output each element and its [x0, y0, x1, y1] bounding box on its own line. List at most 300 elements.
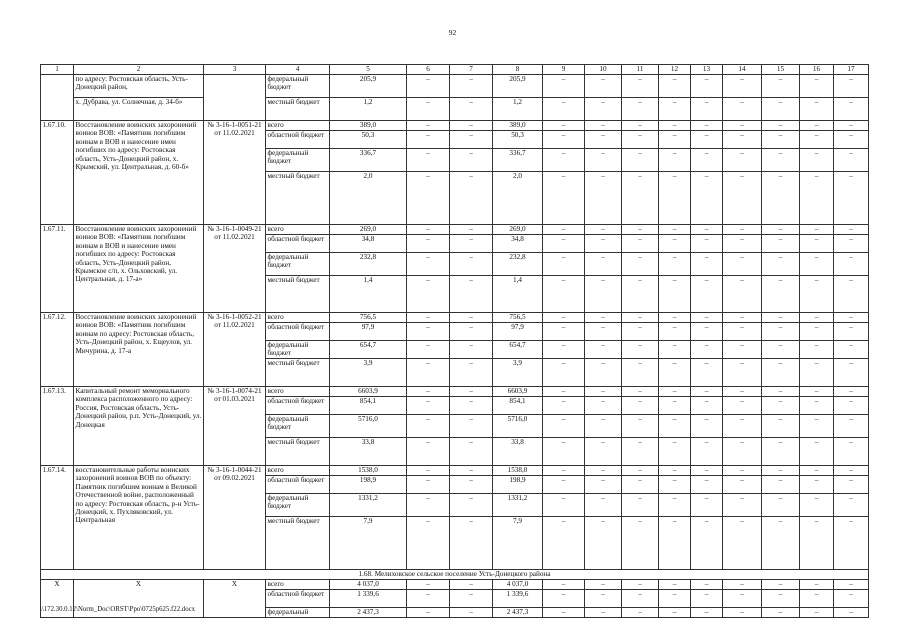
funding-source: местный бюджет: [266, 172, 330, 225]
item-title: X: [74, 580, 204, 618]
empty-value-dash: –: [659, 98, 691, 121]
empty-value-dash: –: [585, 608, 622, 618]
empty-value-dash: –: [723, 313, 762, 323]
empty-value-dash: –: [622, 121, 659, 131]
empty-value-dash: –: [450, 608, 493, 618]
empty-value-dash: –: [585, 235, 622, 253]
empty-value-dash: –: [800, 466, 834, 476]
empty-value-dash: –: [450, 341, 493, 359]
empty-value-dash: –: [691, 172, 723, 225]
empty-value-dash: –: [659, 397, 691, 415]
empty-value-dash: –: [543, 517, 585, 570]
funding-source: всего: [266, 387, 330, 397]
empty-value-dash: –: [407, 517, 450, 570]
empty-value-dash: –: [450, 494, 493, 517]
empty-value-dash: –: [800, 387, 834, 397]
column-number: 12: [659, 65, 691, 75]
empty-value-dash: –: [450, 590, 493, 608]
empty-value-dash: –: [800, 75, 834, 98]
empty-value-dash: –: [622, 323, 659, 341]
empty-value-dash: –: [543, 313, 585, 323]
empty-value-dash: –: [543, 494, 585, 517]
amount-total: 1 339,6: [330, 590, 407, 608]
empty-value-dash: –: [723, 580, 762, 590]
empty-value-dash: –: [450, 466, 493, 476]
empty-value-dash: –: [762, 397, 800, 415]
empty-value-dash: –: [622, 75, 659, 98]
table-row: [41, 387, 869, 397]
column-number-row: [41, 65, 869, 75]
empty-value-dash: –: [450, 225, 493, 235]
empty-value-dash: –: [834, 121, 869, 131]
empty-value-dash: –: [762, 387, 800, 397]
empty-value-dash: –: [450, 415, 493, 438]
amount-total: 2 437,3: [330, 608, 407, 618]
empty-value-dash: –: [659, 121, 691, 131]
empty-value-dash: –: [659, 580, 691, 590]
empty-value-dash: –: [691, 517, 723, 570]
empty-value-dash: –: [800, 359, 834, 387]
column-number: 3: [204, 65, 266, 75]
empty-value-dash: –: [585, 253, 622, 276]
empty-value-dash: –: [407, 466, 450, 476]
empty-value-dash: –: [407, 149, 450, 172]
empty-value-dash: –: [450, 438, 493, 466]
empty-value-dash: –: [800, 276, 834, 313]
table-row: [41, 75, 869, 98]
empty-value-dash: –: [762, 580, 800, 590]
amount-total: 854,1: [330, 397, 407, 415]
empty-value-dash: –: [659, 253, 691, 276]
empty-value-dash: –: [622, 476, 659, 494]
empty-value-dash: –: [723, 98, 762, 121]
empty-value-dash: –: [691, 494, 723, 517]
empty-value-dash: –: [543, 121, 585, 131]
column-number: 17: [834, 65, 869, 75]
empty-value-dash: –: [800, 590, 834, 608]
empty-value-dash: –: [585, 438, 622, 466]
doc-reference: № 3-16-1-0051-21 от 11.02.2021: [204, 121, 266, 225]
empty-value-dash: –: [407, 253, 450, 276]
funding-source: местный бюджет: [266, 517, 330, 570]
empty-value-dash: –: [723, 517, 762, 570]
empty-value-dash: –: [543, 608, 585, 618]
table-row: [41, 313, 869, 323]
item-number: 1.67.11.: [41, 225, 74, 313]
column-number: 7: [450, 65, 493, 75]
amount-total: 205,9: [330, 75, 407, 98]
empty-value-dash: –: [691, 359, 723, 387]
empty-value-dash: –: [762, 359, 800, 387]
empty-value-dash: –: [691, 235, 723, 253]
amount-year: 205,9: [493, 75, 543, 98]
empty-value-dash: –: [723, 494, 762, 517]
doc-reference: X: [204, 580, 266, 618]
budget-table: [40, 64, 869, 618]
empty-value-dash: –: [834, 75, 869, 98]
empty-value-dash: –: [450, 75, 493, 98]
amount-total: 389,0: [330, 121, 407, 131]
amount-year: 654,7: [493, 341, 543, 359]
empty-value-dash: –: [407, 172, 450, 225]
empty-value-dash: –: [622, 276, 659, 313]
empty-value-dash: –: [762, 476, 800, 494]
empty-value-dash: –: [723, 415, 762, 438]
item-title: Восстановление воинских захоронений воинов ВОВ: «Памятник погибшим воинам по адресу: Ростовская область, Усть-Донецкий район, х. Ещеулов, ул. Мичурина, д. 17-а: [74, 313, 204, 387]
empty-value-dash: –: [834, 323, 869, 341]
empty-value-dash: –: [800, 517, 834, 570]
empty-value-dash: –: [723, 75, 762, 98]
amount-year: 854,1: [493, 397, 543, 415]
empty-value-dash: –: [543, 98, 585, 121]
funding-source: местный бюджет: [266, 98, 330, 121]
empty-value-dash: –: [659, 235, 691, 253]
empty-value-dash: –: [691, 438, 723, 466]
item-title: Восстановление воинских захоронений воинов ВОВ: «Памятник погибшим воинам в ВОВ и нанесение имен погибших по адресу: Ростовская область, Усть-Донецкий район, х. Крымский, ул. Центральная, д. 60-б»: [74, 121, 204, 225]
amount-total: 198,9: [330, 476, 407, 494]
amount-year: 50,3: [493, 131, 543, 149]
empty-value-dash: –: [691, 415, 723, 438]
empty-value-dash: –: [691, 341, 723, 359]
funding-source: областной бюджет: [266, 397, 330, 415]
empty-value-dash: –: [450, 359, 493, 387]
item-title: восстановительные работы воинских захоронений воинов ВОВ по объекту: Памятник погибшим воинам в Великой Отечественной войне, расположенный по адресу: Ростовская область, р-н Усть-Донецкий, х. Пухляковский, ул. Центральная: [74, 466, 204, 570]
empty-value-dash: –: [407, 276, 450, 313]
amount-total: 33,8: [330, 438, 407, 466]
empty-value-dash: –: [723, 253, 762, 276]
empty-value-dash: –: [622, 466, 659, 476]
empty-value-dash: –: [691, 476, 723, 494]
empty-value-dash: –: [723, 590, 762, 608]
funding-source: федеральный бюджет: [266, 341, 330, 359]
empty-value-dash: –: [691, 580, 723, 590]
empty-value-dash: –: [691, 225, 723, 235]
empty-value-dash: –: [585, 397, 622, 415]
empty-value-dash: –: [450, 121, 493, 131]
empty-value-dash: –: [407, 341, 450, 359]
empty-value-dash: –: [723, 276, 762, 313]
empty-value-dash: –: [407, 313, 450, 323]
empty-value-dash: –: [585, 359, 622, 387]
empty-value-dash: –: [407, 494, 450, 517]
empty-value-dash: –: [450, 253, 493, 276]
empty-value-dash: –: [543, 387, 585, 397]
empty-value-dash: –: [762, 98, 800, 121]
column-number: 1: [41, 65, 74, 75]
amount-year: 1331,2: [493, 494, 543, 517]
funding-source: федеральный бюджет: [266, 415, 330, 438]
empty-value-dash: –: [407, 476, 450, 494]
empty-value-dash: –: [407, 75, 450, 98]
empty-value-dash: –: [622, 517, 659, 570]
empty-value-dash: –: [543, 235, 585, 253]
empty-value-dash: –: [543, 131, 585, 149]
empty-value-dash: –: [450, 313, 493, 323]
amount-year: 97,9: [493, 323, 543, 341]
empty-value-dash: –: [834, 466, 869, 476]
empty-value-dash: –: [407, 225, 450, 235]
empty-value-dash: –: [585, 580, 622, 590]
empty-value-dash: –: [723, 121, 762, 131]
empty-value-dash: –: [834, 580, 869, 590]
empty-value-dash: –: [585, 172, 622, 225]
funding-source: всего: [266, 121, 330, 131]
empty-value-dash: –: [762, 608, 800, 618]
empty-value-dash: –: [762, 253, 800, 276]
item-number: 1.67.12.: [41, 313, 74, 387]
empty-value-dash: –: [723, 397, 762, 415]
empty-value-dash: –: [762, 131, 800, 149]
funding-source: всего: [266, 580, 330, 590]
funding-source: местный бюджет: [266, 359, 330, 387]
empty-value-dash: –: [659, 323, 691, 341]
empty-value-dash: –: [723, 235, 762, 253]
table-row: [41, 98, 869, 121]
empty-value-dash: –: [622, 131, 659, 149]
empty-value-dash: –: [450, 580, 493, 590]
empty-value-dash: –: [691, 397, 723, 415]
amount-total: 4 037,0: [330, 580, 407, 590]
empty-value-dash: –: [543, 590, 585, 608]
column-number: 4: [266, 65, 330, 75]
item-title: по адресу: Ростовская область, Усть-Донецкий район,: [74, 75, 204, 98]
funding-source: областной бюджет: [266, 323, 330, 341]
empty-value-dash: –: [691, 313, 723, 323]
empty-value-dash: –: [659, 341, 691, 359]
column-number: 11: [622, 65, 659, 75]
amount-total: 1538,0: [330, 466, 407, 476]
empty-value-dash: –: [543, 438, 585, 466]
empty-value-dash: –: [622, 387, 659, 397]
amount-year: 1 339,6: [493, 590, 543, 608]
empty-value-dash: –: [691, 387, 723, 397]
empty-value-dash: –: [659, 225, 691, 235]
amount-total: 269,0: [330, 225, 407, 235]
amount-year: 34,8: [493, 235, 543, 253]
empty-value-dash: –: [800, 235, 834, 253]
empty-value-dash: –: [659, 276, 691, 313]
table-row: [41, 580, 869, 590]
amount-total: 654,7: [330, 341, 407, 359]
empty-value-dash: –: [659, 466, 691, 476]
amount-year: 5716,0: [493, 415, 543, 438]
empty-value-dash: –: [622, 580, 659, 590]
empty-value-dash: –: [450, 172, 493, 225]
empty-value-dash: –: [723, 387, 762, 397]
empty-value-dash: –: [407, 608, 450, 618]
section-title: 1.68. Мелиховское сельское поселение Усть-Донецкого района: [41, 570, 869, 580]
empty-value-dash: –: [543, 415, 585, 438]
empty-value-dash: –: [834, 608, 869, 618]
item-number: 1.67.13.: [41, 387, 74, 466]
amount-total: 2,0: [330, 172, 407, 225]
column-number: 8: [493, 65, 543, 75]
funding-source: областной бюджет: [266, 476, 330, 494]
amount-total: 3,9: [330, 359, 407, 387]
empty-value-dash: –: [543, 476, 585, 494]
empty-value-dash: –: [723, 131, 762, 149]
empty-value-dash: –: [407, 121, 450, 131]
empty-value-dash: –: [659, 438, 691, 466]
amount-total: 336,7: [330, 149, 407, 172]
amount-year: 2,0: [493, 172, 543, 225]
funding-source: федеральный бюджет: [266, 253, 330, 276]
empty-value-dash: –: [585, 121, 622, 131]
empty-value-dash: –: [585, 466, 622, 476]
empty-value-dash: –: [691, 149, 723, 172]
empty-value-dash: –: [585, 590, 622, 608]
funding-source: всего: [266, 466, 330, 476]
empty-value-dash: –: [543, 466, 585, 476]
empty-value-dash: –: [691, 466, 723, 476]
empty-value-dash: –: [407, 235, 450, 253]
amount-year: 1,2: [493, 98, 543, 121]
doc-reference: [204, 75, 266, 121]
item-title: Капитальный ремонт мемориального комплекса расположенного по адресу: Россия, Ростовская область, Усть-Донецкий район, р.п. Усть-Донецкий, ул. Донецкая: [74, 387, 204, 466]
item-number: 1.67.10.: [41, 121, 74, 225]
empty-value-dash: –: [723, 225, 762, 235]
empty-value-dash: –: [723, 476, 762, 494]
funding-source: федеральный бюджет: [266, 149, 330, 172]
amount-year: 198,9: [493, 476, 543, 494]
empty-value-dash: –: [723, 438, 762, 466]
empty-value-dash: –: [450, 149, 493, 172]
empty-value-dash: –: [659, 387, 691, 397]
empty-value-dash: –: [691, 253, 723, 276]
empty-value-dash: –: [543, 149, 585, 172]
amount-year: 269,0: [493, 225, 543, 235]
amount-total: 34,8: [330, 235, 407, 253]
empty-value-dash: –: [834, 476, 869, 494]
empty-value-dash: –: [800, 608, 834, 618]
empty-value-dash: –: [585, 276, 622, 313]
amount-year: 33,8: [493, 438, 543, 466]
empty-value-dash: –: [834, 517, 869, 570]
empty-value-dash: –: [723, 359, 762, 387]
empty-value-dash: –: [762, 438, 800, 466]
doc-reference: № 3-16-1-0074-21 от 01.03.2021: [204, 387, 266, 466]
empty-value-dash: –: [800, 313, 834, 323]
empty-value-dash: –: [691, 590, 723, 608]
empty-value-dash: –: [691, 121, 723, 131]
empty-value-dash: –: [723, 466, 762, 476]
empty-value-dash: –: [723, 608, 762, 618]
empty-value-dash: –: [543, 341, 585, 359]
empty-value-dash: –: [762, 276, 800, 313]
amount-year: 336,7: [493, 149, 543, 172]
empty-value-dash: –: [659, 494, 691, 517]
empty-value-dash: –: [407, 323, 450, 341]
empty-value-dash: –: [585, 149, 622, 172]
empty-value-dash: –: [659, 590, 691, 608]
amount-total: 6603,9: [330, 387, 407, 397]
empty-value-dash: –: [834, 276, 869, 313]
empty-value-dash: –: [659, 415, 691, 438]
amount-total: 756,5: [330, 313, 407, 323]
empty-value-dash: –: [543, 276, 585, 313]
empty-value-dash: –: [622, 341, 659, 359]
column-number: 2: [74, 65, 204, 75]
empty-value-dash: –: [585, 387, 622, 397]
empty-value-dash: –: [543, 172, 585, 225]
empty-value-dash: –: [543, 323, 585, 341]
empty-value-dash: –: [800, 225, 834, 235]
empty-value-dash: –: [834, 149, 869, 172]
empty-value-dash: –: [691, 608, 723, 618]
item-number: 1.67.14.: [41, 466, 74, 570]
empty-value-dash: –: [659, 172, 691, 225]
empty-value-dash: –: [723, 172, 762, 225]
empty-value-dash: –: [450, 276, 493, 313]
empty-value-dash: –: [585, 494, 622, 517]
amount-total: 97,9: [330, 323, 407, 341]
empty-value-dash: –: [834, 341, 869, 359]
empty-value-dash: –: [762, 225, 800, 235]
empty-value-dash: –: [543, 75, 585, 98]
empty-value-dash: –: [543, 359, 585, 387]
empty-value-dash: –: [450, 323, 493, 341]
empty-value-dash: –: [585, 323, 622, 341]
empty-value-dash: –: [622, 149, 659, 172]
empty-value-dash: –: [762, 75, 800, 98]
empty-value-dash: –: [450, 387, 493, 397]
empty-value-dash: –: [543, 253, 585, 276]
empty-value-dash: –: [622, 415, 659, 438]
amount-total: 1,2: [330, 98, 407, 121]
empty-value-dash: –: [622, 397, 659, 415]
amount-total: 232,8: [330, 253, 407, 276]
table-row: [41, 225, 869, 235]
column-number: 10: [585, 65, 622, 75]
empty-value-dash: –: [622, 359, 659, 387]
empty-value-dash: –: [543, 397, 585, 415]
doc-reference: № 3-16-1-0049-21 от 11.02.2021: [204, 225, 266, 313]
empty-value-dash: –: [659, 131, 691, 149]
empty-value-dash: –: [407, 131, 450, 149]
item-title: х. Дубрава, ул. Солнечная, д. 34-б»: [74, 98, 204, 121]
column-number: 14: [723, 65, 762, 75]
empty-value-dash: –: [834, 387, 869, 397]
empty-value-dash: –: [834, 98, 869, 121]
empty-value-dash: –: [691, 75, 723, 98]
empty-value-dash: –: [834, 131, 869, 149]
empty-value-dash: –: [762, 313, 800, 323]
funding-source: всего: [266, 313, 330, 323]
empty-value-dash: –: [407, 580, 450, 590]
section-header-row: [41, 570, 869, 580]
amount-year: 1,4: [493, 276, 543, 313]
empty-value-dash: –: [585, 341, 622, 359]
empty-value-dash: –: [800, 323, 834, 341]
empty-value-dash: –: [659, 608, 691, 618]
empty-value-dash: –: [762, 590, 800, 608]
empty-value-dash: –: [834, 494, 869, 517]
empty-value-dash: –: [723, 323, 762, 341]
empty-value-dash: –: [800, 149, 834, 172]
empty-value-dash: –: [723, 341, 762, 359]
empty-value-dash: –: [834, 225, 869, 235]
empty-value-dash: –: [585, 415, 622, 438]
empty-value-dash: –: [800, 341, 834, 359]
empty-value-dash: –: [659, 75, 691, 98]
funding-source: федеральный: [266, 608, 330, 618]
empty-value-dash: –: [622, 438, 659, 466]
empty-value-dash: –: [543, 225, 585, 235]
empty-value-dash: –: [800, 415, 834, 438]
empty-value-dash: –: [834, 590, 869, 608]
item-number: [41, 75, 74, 121]
empty-value-dash: –: [450, 98, 493, 121]
